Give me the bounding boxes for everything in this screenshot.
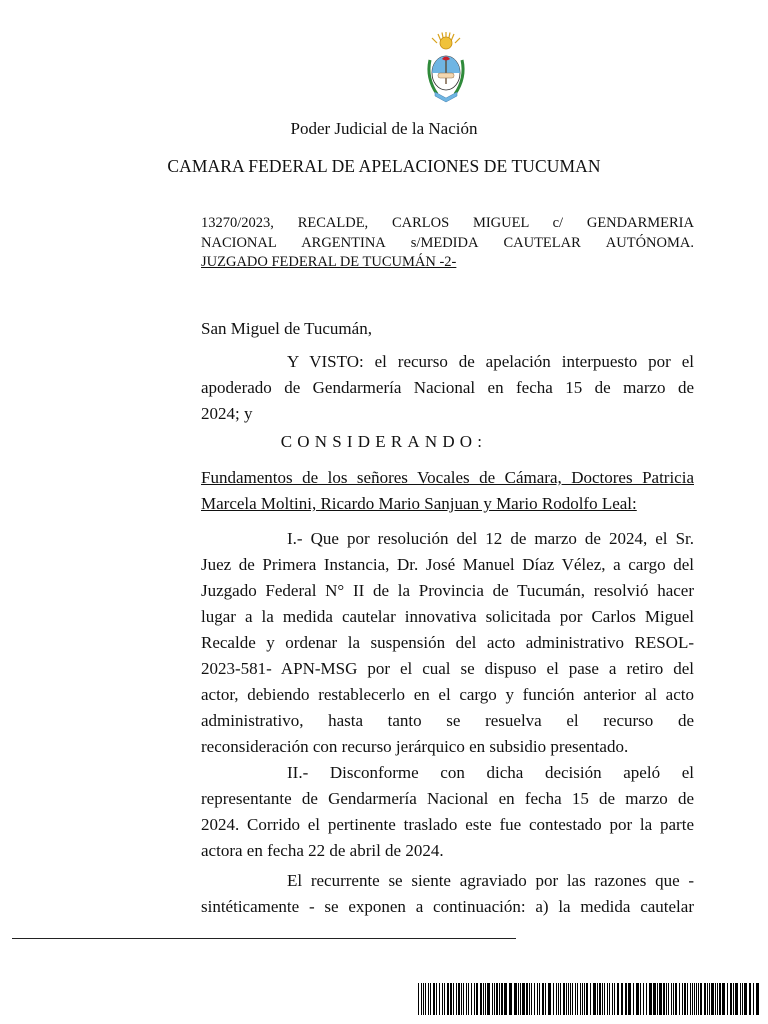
coat-of-arms-icon xyxy=(423,30,469,104)
paragraph-line: administrativo, hasta tanto se resuelva el recurso de xyxy=(201,711,694,730)
paragraph-three xyxy=(201,868,694,920)
paragraph-line: Recalde y ordenar la suspensión del acto administrativo RESOL- xyxy=(201,633,694,652)
underlined-text: Marcela Moltini, Ricardo Mario Sanjuan y Mario Rodolfo Leal: xyxy=(201,494,637,513)
paragraph-line: Fundamentos de los señores Vocales de Cámara, Doctores Patricia xyxy=(201,468,694,487)
institution-title: Poder Judicial de la Nación xyxy=(290,119,478,138)
paragraph-line: Y VISTO: el recurso de apelación interpuesto por el xyxy=(287,352,694,371)
paragraph-line: actor, debiendo restablecerlo en el cargo y función anterior al acto xyxy=(201,685,694,704)
barcode-icon xyxy=(418,983,762,1015)
case-caption-line: 13270/2023, RECALDE, CARLOS MIGUEL c/ GENDARMERIA xyxy=(201,215,694,231)
case-caption xyxy=(201,214,694,273)
paragraph-line: 2024. Corrido el pertinente traslado este fue contestado por la parte xyxy=(201,815,694,834)
paragraph-line: representante de Gendarmería Nacional en fecha 15 de marzo de xyxy=(201,789,694,808)
paragraph-line: 2023-581- APN-MSG por el cual se dispuso el pase a retiro del xyxy=(201,659,694,678)
paragraph-line: II.- Disconforme con dicha decisión apeló el xyxy=(287,763,694,782)
paragraph-two xyxy=(201,760,694,864)
paragraph-line xyxy=(201,491,694,517)
place-line xyxy=(201,316,694,342)
court-title: CAMARA FEDERAL DE APELACIONES DE TUCUMAN xyxy=(167,156,601,176)
case-court-line: JUZGADO FEDERAL DE TUCUMÁN -2- xyxy=(201,254,457,270)
paragraph-line: reconsideración con recurso jerárquico en subsidio presentado. xyxy=(201,737,629,756)
footer-divider xyxy=(12,938,516,939)
paragraph-line: Juzgado Federal N° II de la Provincia de Tucumán, resolvió hacer xyxy=(201,581,694,600)
paragraph-line: Juez de Primera Instancia, Dr. José Manuel Díaz Vélez, a cargo del xyxy=(201,555,694,574)
considerando-heading: CONSIDERANDO: xyxy=(280,432,488,451)
paragraph-line: sintéticamente - se exponen a continuación: a) la medida cautelar xyxy=(201,897,694,916)
paragraph-line: actora en fecha 22 de abril de 2024. xyxy=(201,841,444,860)
paragraph-line: apoderado de Gendarmería Nacional en fecha 15 de marzo de xyxy=(201,378,694,397)
visto-paragraph xyxy=(201,349,694,427)
paragraph-line: lugar a la medida cautelar innovativa solicitada por Carlos Miguel xyxy=(201,607,694,626)
paragraph-line: El recurrente se siente agraviado por las razones que - xyxy=(287,871,694,890)
paragraph-line: 2024; y xyxy=(201,404,253,423)
fundamentos-paragraph xyxy=(201,465,694,517)
place-text: San Miguel de Tucumán, xyxy=(201,319,372,338)
paragraph-line: I.- Que por resolución del 12 de marzo de 2024, el Sr. xyxy=(287,529,694,548)
case-caption-line: NACIONAL ARGENTINA s/MEDIDA CAUTELAR AUTÓNOMA. xyxy=(201,234,694,251)
paragraph-one xyxy=(201,526,694,760)
